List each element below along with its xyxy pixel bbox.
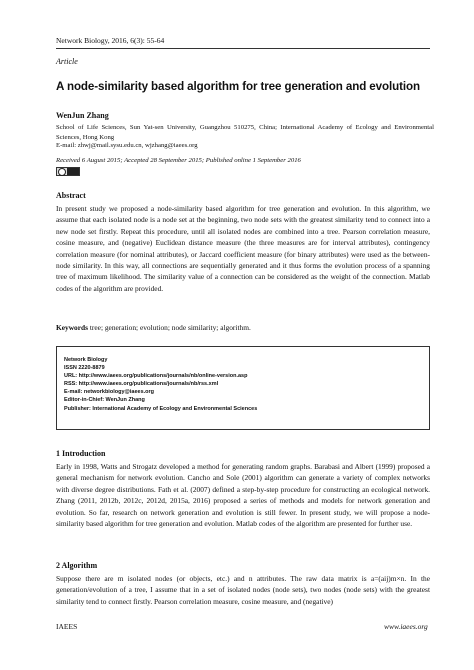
abstract-text: In present study we proposed a node-similarity based algorithm for tree generation and evolution. In this algorithm, we assume that each isolated node is a node set at the beginning, two node sets with the greatest similarity tend to connect into a new node set firstly. Repeat this procedure, until all isolated nodes are combined into a tree. Pearson correlation measure, cosine measure, and (negative) Euclidean distance measure (the three measures are for interval attributes), contingency correlation measure (for nominal attributes), or Jaccard coefficient measure (for binary attributes) were used as the between-node similarity. In this way, all connections are sequentially generated and it thus forms the evolution process of a spanning tree of maximum likelihood. The similarity value of a connection can be considered as the weight of the connection. Matlab codes of the algorithm are provided. xyxy=(56,204,430,293)
author-email: E-mail: zhwj@mail.sysu.edu.cn, wjzhang@iaees.org xyxy=(56,142,198,149)
journal-info-url[interactable]: URL: http://www.iaees.org/publications/journals/nb/online-version.asp xyxy=(64,373,248,380)
author-name: WenJun Zhang xyxy=(56,111,109,120)
abstract-heading: Abstract xyxy=(56,191,86,200)
journal-info-issn: ISSN 2220-8879 xyxy=(64,365,105,372)
footer-publisher: IAEES xyxy=(56,622,78,631)
journal-info-name: Network Biology xyxy=(64,357,108,363)
algorithm-heading: 2 Algorithm xyxy=(56,561,98,570)
journal-header: Network Biology, 2016, 6(3): 55-64 xyxy=(56,36,165,45)
header-rule xyxy=(56,48,430,49)
journal-info-rss[interactable]: RSS: http://www.iaees.org/publications/journals/nb/rss.xml xyxy=(64,381,219,388)
algorithm-text: Suppose there are m isolated nodes (or objects, etc.) and n attributes. The raw data matrix is a=(aij)m×n. In the generation/evolution of a tree, I assume that in a set of isolated nodes (node sets), two nodes (node sets) with the greatest similarity tend to connect firstly. Pearson correlation measure, cosine measure, and (negative) xyxy=(56,574,430,606)
journal-info-box xyxy=(56,346,430,430)
introduction-heading: 1 Introduction xyxy=(56,449,106,458)
journal-info-email[interactable]: E-mail: networkbiology@iaees.org xyxy=(64,389,155,396)
keywords-label: Keywords xyxy=(56,323,89,332)
footer-website[interactable]: www.iaees.org xyxy=(384,622,428,631)
cc-logo-icon xyxy=(58,168,66,176)
publication-dates: Received 6 August 2015; Accepted 28 September 2015; Published online 1 September 2016 xyxy=(56,157,301,164)
keywords-text: tree; generation; evolution; node similarity; algorithm. xyxy=(88,323,251,332)
cc-by-license-icon[interactable] xyxy=(56,167,80,176)
author-affiliation: School of Life Sciences, Sun Yat-sen University, Guangzhou 510275, China; International Academy of Ecology and Environmental Sciences, Hong Kong xyxy=(56,124,434,141)
journal-info-editor: Editor-in-Chief: WenJun Zhang xyxy=(64,397,145,404)
journal-info-publisher: Publisher: International Academy of Ecology and Environmental Sciences xyxy=(64,405,258,412)
by-badge-icon xyxy=(67,168,79,175)
keywords-line xyxy=(56,323,251,332)
introduction-text: Early in 1998, Watts and Strogatz developed a method for generating random graphs. Barabasi and Albert (1999) proposed a general mechanism for network evolution. Cancho and Sole (2001) algorithm can generate a variety of complex networks with diverse degree distributions. Fath et al. (2007) defined a step-by-step procedure for constructing an ecological network. Zhang (2011, 2012b, 2012c, 2012d, 2015a, 2016) proposed a series of methods and models for network generation and evolution. So far, research on network generation and evolution is still fewer. In present study, we will propose a node-similarity based algorithm for tree generation and evolution. Matlab codes of the algorithm are presented for further use. xyxy=(56,462,430,529)
paper-title: A node-similarity based algorithm for tree generation and evolution xyxy=(56,80,420,93)
article-type: Article xyxy=(56,57,78,66)
